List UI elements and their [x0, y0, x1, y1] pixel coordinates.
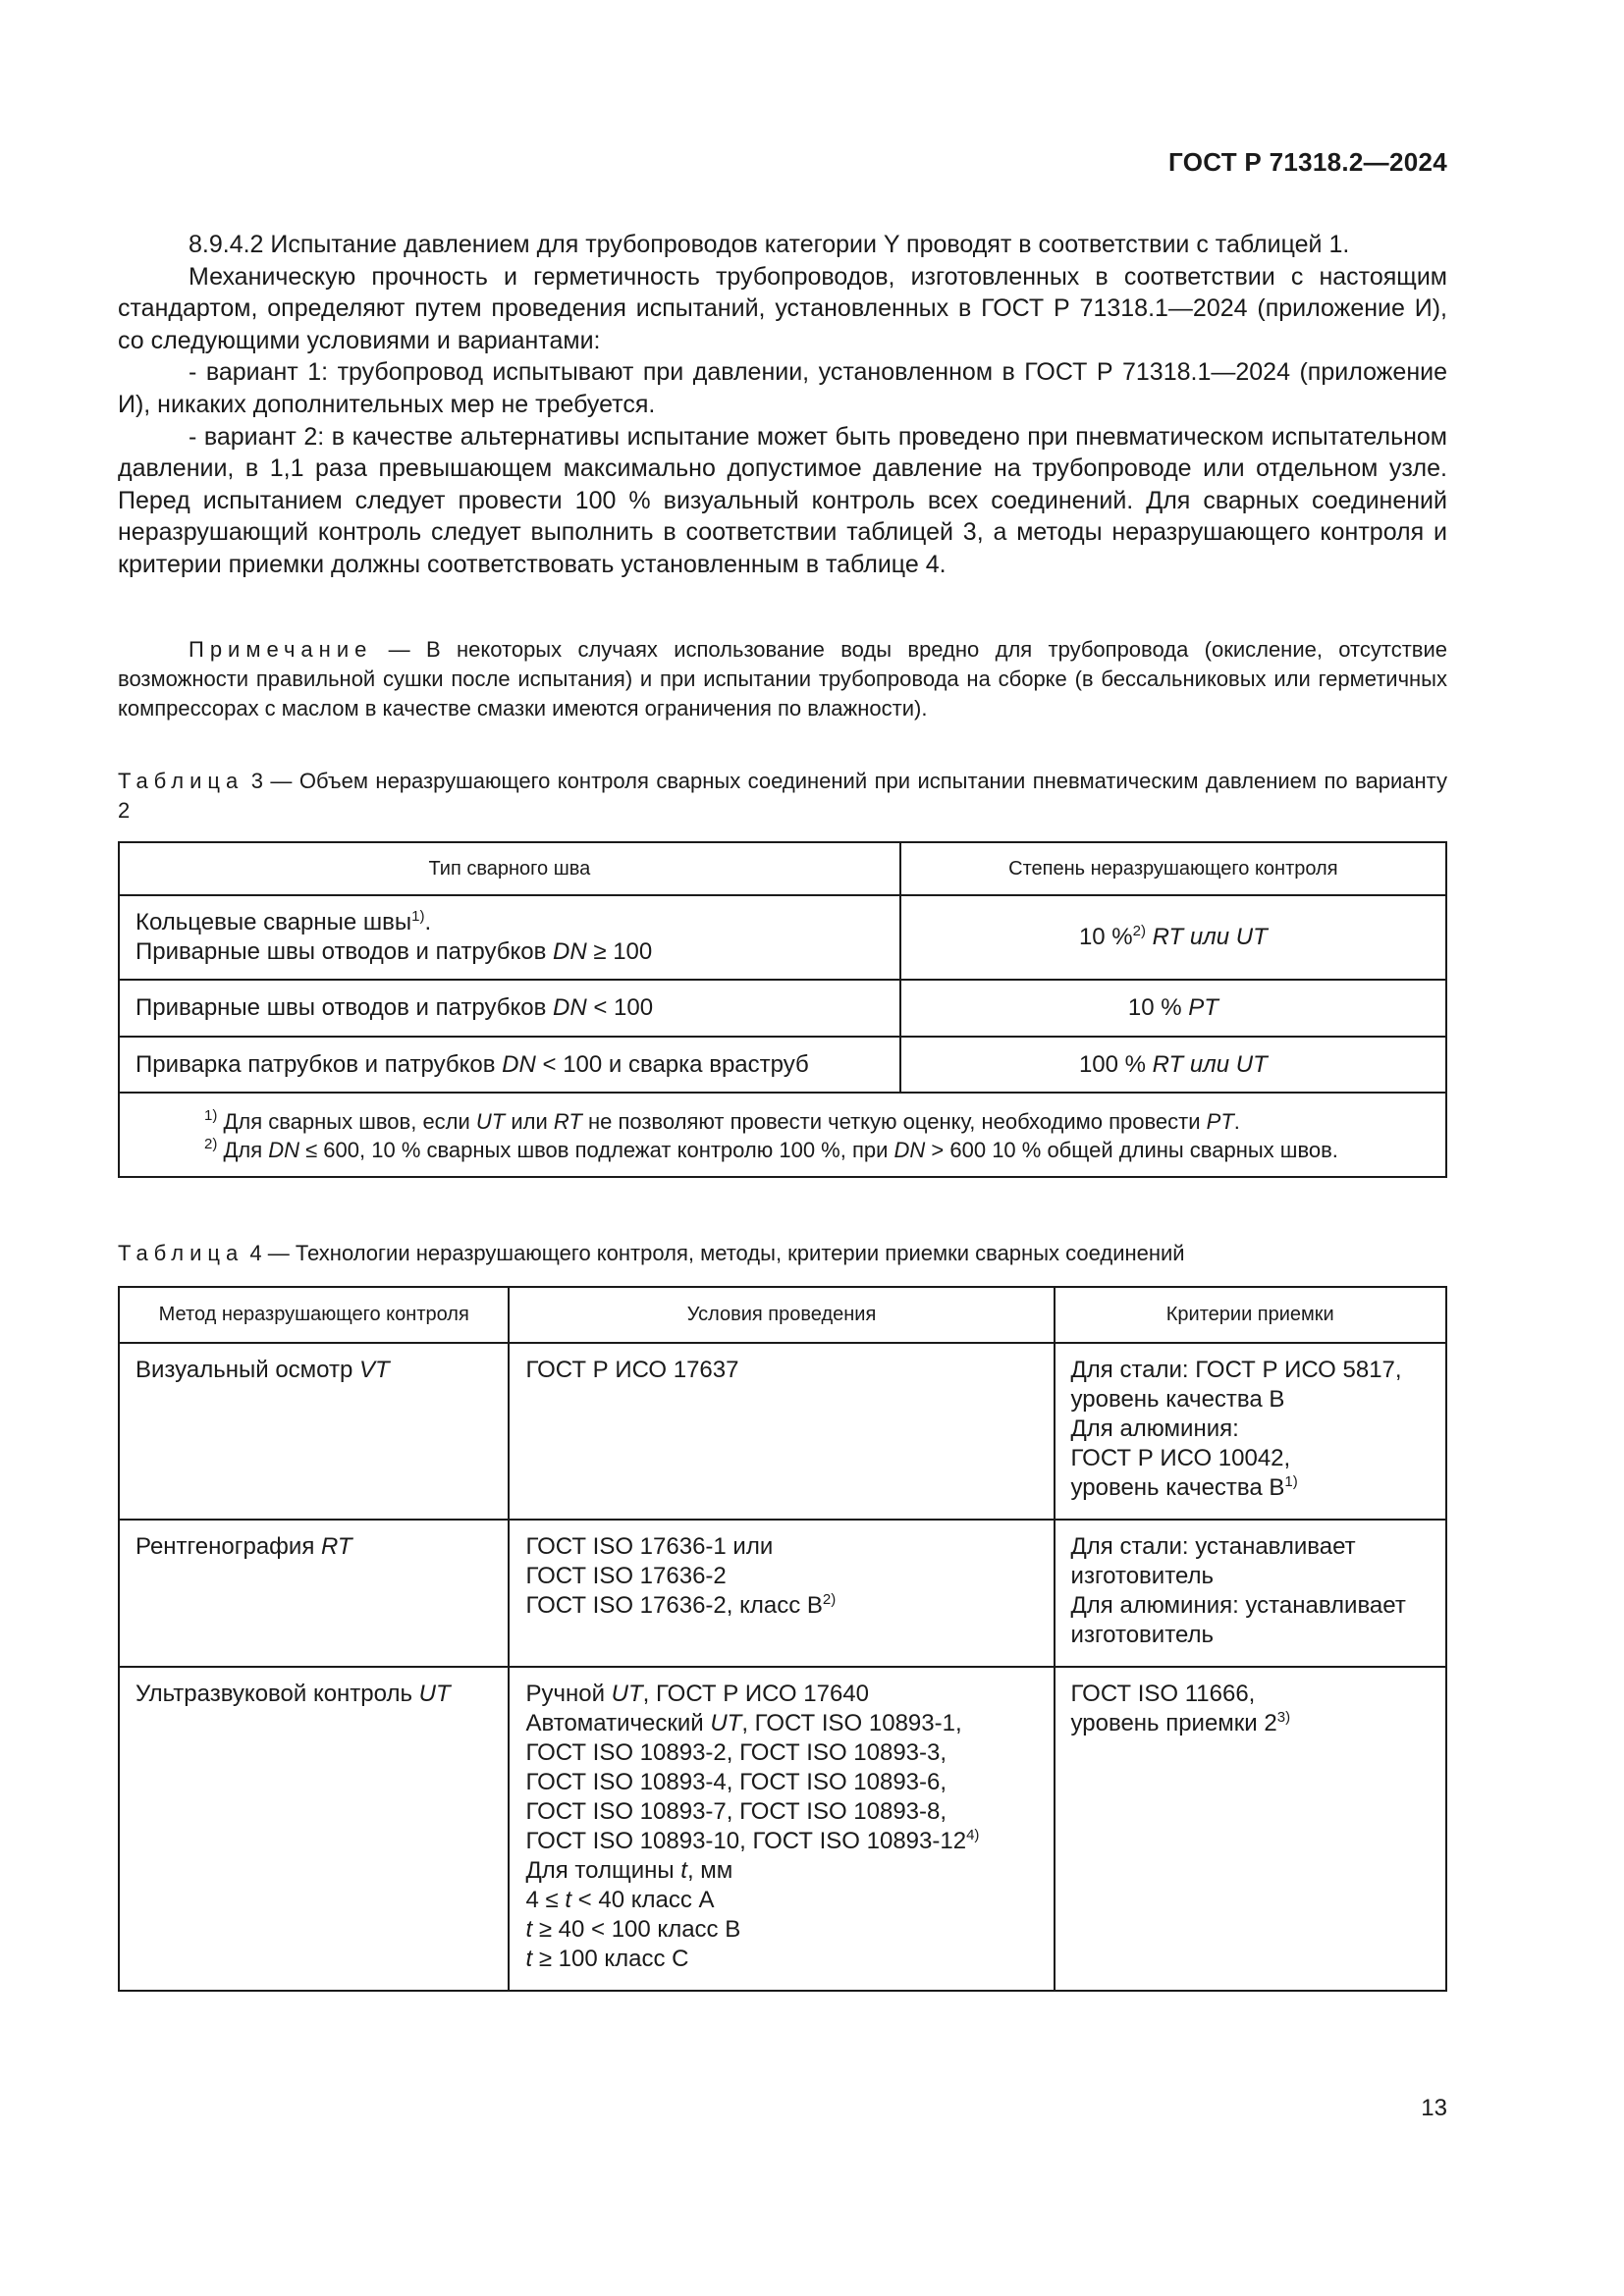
- cell-text: Кольцевые сварные швы: [135, 909, 412, 935]
- cell-text-italic: UT: [418, 1681, 451, 1707]
- cell-text: , ГОСТ ISO 10893-1,: [741, 1710, 962, 1736]
- cell-text: 100 %: [1078, 1050, 1153, 1078]
- cell-line: ГОСТ ISO 17636-2, класс В: [525, 1592, 823, 1619]
- cell-line: Для стали: устанавливает: [1070, 1533, 1356, 1560]
- table3-caption: [118, 767, 1447, 826]
- footnote-mark: 2): [1132, 923, 1146, 939]
- cell-text: Приварные швы отводов и патрубков: [135, 994, 554, 1021]
- footnote-text: Для сварных швов, если: [217, 1109, 476, 1134]
- cell-line: изготовитель: [1070, 1622, 1214, 1648]
- table4-cell: [509, 1520, 1054, 1667]
- cell-text: < 100 и сварка враструб: [535, 1050, 809, 1078]
- footnote-text-italic: DN: [893, 1138, 926, 1162]
- note-dash: —: [372, 637, 426, 662]
- cell-line: ГОСТ ISO 10893-10, ГОСТ ISO 10893-12: [525, 1828, 967, 1854]
- table4-header-cell: Метод неразрушающего контроля: [119, 1287, 509, 1343]
- note: [118, 635, 1447, 723]
- table4-caption-text: 4 — Технологии неразрушающего контроля, методы, критерии приемки сварных соединений: [249, 1241, 1185, 1265]
- body-text: [118, 229, 1447, 581]
- cell-text-italic: VT: [359, 1357, 390, 1383]
- cell-text: 4 ≤: [525, 1887, 566, 1913]
- cell-line: ГОСТ ISO 17636-1 или: [525, 1533, 774, 1560]
- cell-line: изготовитель: [1070, 1563, 1214, 1589]
- cell-text: , ГОСТ Р ИСО 17640: [642, 1681, 869, 1707]
- table3-header-cell: Тип сварного шва: [119, 842, 900, 895]
- cell-text-italic: RT или UT: [1145, 924, 1268, 950]
- paragraph: 8.9.4.2 Испытание давлением для трубопроводов категории Y проводят в соответствии с таблицей 1.: [189, 231, 1350, 258]
- footnote-mark: 1): [204, 1107, 218, 1124]
- table-row: [119, 1037, 1446, 1093]
- footnote-text: ≤ 600, 10 % сварных швов подлежат контролю 100 %, при: [299, 1138, 894, 1162]
- table3-cell: [900, 980, 1446, 1037]
- table4: [118, 1286, 1447, 1992]
- table3-header-row: [119, 842, 1446, 895]
- table-row: [119, 1343, 1446, 1520]
- cell-line: ГОСТ Р ИСО 10042,: [1070, 1445, 1291, 1471]
- table3-cell: [119, 895, 900, 980]
- table-row: [119, 895, 1446, 980]
- cell-line: уровень приемки 2: [1070, 1710, 1277, 1736]
- table4-cell: [1055, 1343, 1446, 1520]
- cell-text: , мм: [686, 1857, 733, 1884]
- table-row: [119, 1667, 1446, 1991]
- cell-text: Приварка патрубков и патрубков: [135, 1050, 503, 1078]
- table4-cell: [509, 1667, 1054, 1991]
- cell-text: Визуальный осмотр: [135, 1357, 359, 1383]
- table4-cell: [119, 1667, 509, 1991]
- table3-caption-text: 3 — Объем неразрушающего контроля сварных соединений при испытании пневматическим давлением по варианту 2: [118, 769, 1447, 823]
- footnote-text: > 600 10 % общей длины сварных швов.: [925, 1138, 1338, 1162]
- footnote-mark: 4): [966, 1827, 980, 1843]
- cell-text-italic: DN: [553, 994, 587, 1021]
- cell-text: 10 %: [1127, 994, 1189, 1021]
- cell-text: < 100: [586, 994, 654, 1021]
- cell-text: 10 %: [1078, 924, 1133, 950]
- paragraph: - вариант 2: в качестве альтернативы испытание может быть проведено при пневматическом испытательном давлении, в 1,1 раза превышающем максимально допустимое давление на трубопроводе или отдельном узле. Перед испытанием следует провести 100 % визуальный контроль всех соединений. Для сварных соединений неразрушающий контроль следует выполнить в соответствии таблицей 3, а методы неразрушающего контроля и критерии приемки должны соответствовать установленным в таблице 4.: [118, 422, 1447, 578]
- paragraph: - вариант 1: трубопровод испытывают при давлении, установленном в ГОСТ Р 71318.1—2024 (приложение И), никаких дополнительных мер не требуется.: [118, 358, 1447, 418]
- cell-text-italic: RT или UT: [1152, 1050, 1268, 1078]
- cell-text-italic: t: [680, 1857, 687, 1884]
- cell-line: Для стали: ГОСТ Р ИСО 5817,: [1070, 1357, 1402, 1383]
- cell-text: Ручной: [525, 1681, 612, 1707]
- cell-text-italic: t: [525, 1916, 533, 1943]
- cell-text: ≥ 40 < 100 класс В: [532, 1916, 741, 1943]
- note-label: Примечание: [189, 637, 373, 662]
- cell-line: ГОСТ ISO 10893-7, ГОСТ ISO 10893-8,: [525, 1798, 947, 1825]
- cell-text: ГОСТ Р ИСО 17637: [525, 1357, 739, 1383]
- cell-line: ГОСТ ISO 10893-2, ГОСТ ISO 10893-3,: [525, 1739, 947, 1766]
- cell-text: Приварные швы отводов и патрубков: [135, 938, 554, 965]
- footnote: [134, 1136, 1432, 1164]
- table-row: [119, 980, 1446, 1037]
- cell-line: уровень качества В: [1070, 1474, 1285, 1501]
- cell-line: ГОСТ ISO 17636-2: [525, 1563, 727, 1589]
- table3-label: Таблица: [118, 769, 244, 793]
- cell-text: .: [424, 909, 432, 935]
- table4-header-cell: Критерии приемки: [1055, 1287, 1446, 1343]
- table4-cell: [119, 1343, 509, 1520]
- table4-header-row: [119, 1287, 1446, 1343]
- cell-line: уровень качества В: [1070, 1386, 1285, 1413]
- table4-cell: [119, 1520, 509, 1667]
- table4-label: Таблица: [118, 1241, 244, 1265]
- footnote-text-italic: RT: [553, 1109, 582, 1134]
- footnote-mark: 2): [204, 1136, 218, 1152]
- cell-text-italic: DN: [553, 938, 587, 965]
- table4-header-cell: Условия проведения: [509, 1287, 1054, 1343]
- table4-cell: [1055, 1667, 1446, 1991]
- table3-cell: [900, 1037, 1446, 1093]
- cell-line: Для алюминия: устанавливает: [1070, 1592, 1406, 1619]
- cell-text-italic: t: [525, 1946, 533, 1972]
- footnote-text: Для: [217, 1138, 269, 1162]
- cell-text: Рентгенография: [135, 1533, 321, 1560]
- table4-caption: [118, 1239, 1447, 1268]
- cell-text-italic: DN: [502, 1050, 536, 1078]
- cell-line: ГОСТ ISO 10893-4, ГОСТ ISO 10893-6,: [525, 1769, 947, 1795]
- paragraph: Механическую прочность и герметичность трубопроводов, изготовленных в соответствии с настоящим стандартом, определяют путем проведения испытаний, установленных в ГОСТ Р 71318.1—2024 (приложение И), со следующими условиями и вариантами:: [118, 262, 1447, 354]
- table3-header-cell: Степень неразрушающего контроля: [900, 842, 1446, 895]
- cell-text: < 40 класс А: [571, 1887, 715, 1913]
- table3-cell: [119, 1037, 900, 1093]
- table3-cell: [119, 980, 900, 1037]
- table3-footnotes: [119, 1093, 1446, 1177]
- table3-cell: [900, 895, 1446, 980]
- footnote-text-italic: DN: [268, 1138, 299, 1162]
- footnote-text-italic: UT: [475, 1109, 506, 1134]
- footnote-text-italic: PT: [1206, 1109, 1234, 1134]
- page-number: 13: [1421, 2095, 1447, 2121]
- cell-text: ≥ 100 класс С: [532, 1946, 689, 1972]
- cell-text-italic: UT: [611, 1681, 643, 1707]
- cell-text: Ультразвуковой контроль: [135, 1681, 419, 1707]
- footnote-mark: 1): [1284, 1473, 1298, 1490]
- cell-text-italic: PT: [1188, 994, 1218, 1021]
- cell-line: Для алюминия:: [1070, 1415, 1239, 1442]
- table4-cell: [509, 1343, 1054, 1520]
- document-id: ГОСТ Р 71318.2—2024: [1168, 147, 1447, 177]
- footnote-mark: 2): [822, 1591, 837, 1608]
- table-row: [119, 1520, 1446, 1667]
- table3: [118, 841, 1447, 1178]
- cell-text-italic: t: [565, 1887, 572, 1913]
- footnote-text: .: [1233, 1109, 1240, 1134]
- note-text: В некоторых случаях использование воды вредно для трубопровода (окисление, отсутствие возможности правильной сушки после испытания) и при испытании трубопровода на сборке (в бессальниковых или герметичных компрессорах с маслом в качестве смазки имеются ограничения по влажности).: [118, 637, 1447, 721]
- footnote-mark: 3): [1276, 1709, 1291, 1726]
- footnote-text: не позволяют провести четкую оценку, необходимо провести: [581, 1109, 1207, 1134]
- footnote-text: или: [505, 1109, 554, 1134]
- cell-text-italic: RT: [321, 1533, 352, 1560]
- table4-cell: [1055, 1520, 1446, 1667]
- cell-text: Для толщины: [525, 1857, 681, 1884]
- footnote: [134, 1107, 1432, 1136]
- table3-footnotes-row: [119, 1093, 1446, 1177]
- cell-text-italic: UT: [710, 1710, 742, 1736]
- cell-text: Автоматический: [525, 1710, 711, 1736]
- cell-line: ГОСТ ISO 11666,: [1070, 1681, 1256, 1707]
- footnote-mark: 1): [411, 908, 425, 925]
- cell-text: ≥ 100: [586, 938, 653, 965]
